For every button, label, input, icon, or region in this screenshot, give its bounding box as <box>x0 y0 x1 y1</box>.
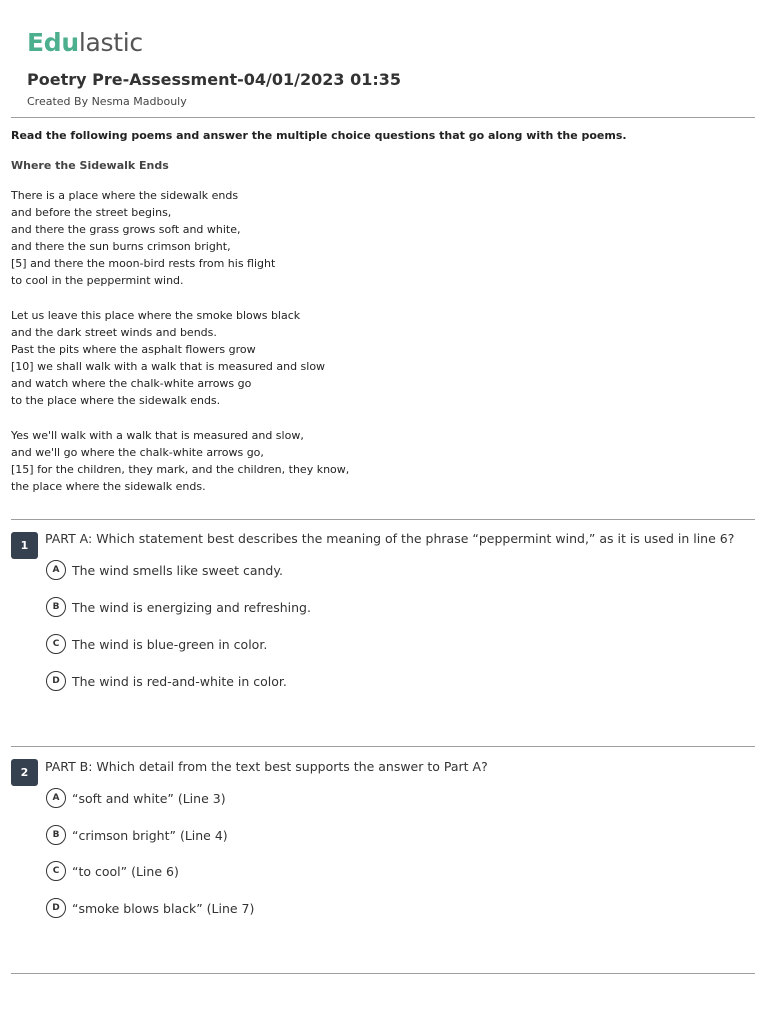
poem-line: There is a place where the sidewalk ends <box>11 189 239 202</box>
question-number-badge: 1 <box>11 532 38 559</box>
option-bubble[interactable]: B <box>46 597 66 617</box>
poem-line: and the dark street winds and bends. <box>11 326 217 339</box>
question-text: PART A: Which statement best describes the meaning of the phrase “peppermint wind,” as it is used in line 6? <box>45 531 735 546</box>
poem-stanza-3 <box>11 427 349 495</box>
answer-option[interactable] <box>46 788 226 808</box>
poem-line: Past the pits where the asphalt flowers grow <box>11 343 256 356</box>
poem-line: [15] for the children, they mark, and the children, they know, <box>11 463 350 476</box>
answer-option[interactable] <box>46 898 254 918</box>
option-text: The wind is blue-green in color. <box>72 636 268 652</box>
option-bubble[interactable]: C <box>46 861 66 881</box>
header-divider <box>11 117 755 118</box>
option-bubble[interactable]: D <box>46 898 66 918</box>
option-bubble[interactable]: D <box>46 671 66 691</box>
answer-option[interactable] <box>46 825 228 845</box>
assessment-title: Poetry Pre-Assessment-04/01/2023 01:35 <box>27 70 401 89</box>
poem-line: and we'll go where the chalk-white arrows go, <box>11 446 264 459</box>
option-text: “smoke blows black” (Line 7) <box>72 900 255 916</box>
option-text: “crimson bright” (Line 4) <box>72 827 228 843</box>
option-text: The wind is red-and-white in color. <box>72 673 287 689</box>
question-number-badge: 2 <box>11 759 38 786</box>
poem-stanza-1 <box>11 187 275 289</box>
poem-line: [10] we shall walk with a walk that is measured and slow <box>11 360 326 373</box>
option-bubble[interactable]: B <box>46 825 66 845</box>
answer-option[interactable] <box>46 634 267 654</box>
option-bubble[interactable]: C <box>46 634 66 654</box>
poem-line: Let us leave this place where the smoke blows black <box>11 309 301 322</box>
instructions: Read the following poems and answer the multiple choice questions that go along with the poems. <box>11 129 627 142</box>
option-bubble[interactable]: A <box>46 788 66 808</box>
poem-line: to cool in the peppermint wind. <box>11 274 184 287</box>
section-divider <box>11 519 755 520</box>
poem-line: Yes we'll walk with a walk that is measured and slow, <box>11 429 304 442</box>
poem-line: the place where the sidewalk ends. <box>11 480 206 493</box>
answer-option[interactable] <box>46 861 179 881</box>
poem-line: to the place where the sidewalk ends. <box>11 394 221 407</box>
option-text: “to cool” (Line 6) <box>72 863 179 879</box>
poem-stanza-2 <box>11 307 325 409</box>
option-text: “soft and white” (Line 3) <box>72 790 226 806</box>
section-divider <box>11 973 755 974</box>
poem-title: Where the Sidewalk Ends <box>11 159 169 172</box>
option-text: The wind is energizing and refreshing. <box>72 599 311 615</box>
logo-part-lastic: lastic <box>78 28 143 57</box>
answer-option[interactable] <box>46 671 287 691</box>
poem-line: [5] and there the moon-bird rests from his flight <box>11 257 276 270</box>
question-text: PART B: Which detail from the text best supports the answer to Part A? <box>45 759 488 774</box>
option-text: The wind smells like sweet candy. <box>72 562 283 578</box>
section-divider <box>11 746 755 747</box>
poem-line: and there the grass grows soft and white, <box>11 223 241 236</box>
answer-option[interactable] <box>46 597 311 617</box>
option-bubble[interactable]: A <box>46 560 66 580</box>
created-by: Created By Nesma Madbouly <box>27 95 187 108</box>
poem-line: and before the street begins, <box>11 206 172 219</box>
logo-part-edu: Edu <box>27 28 79 57</box>
poem-line: and there the sun burns crimson bright, <box>11 240 231 253</box>
edulastic-logo <box>27 28 143 57</box>
poem-line: and watch where the chalk-white arrows go <box>11 377 252 390</box>
answer-option[interactable] <box>46 560 283 580</box>
